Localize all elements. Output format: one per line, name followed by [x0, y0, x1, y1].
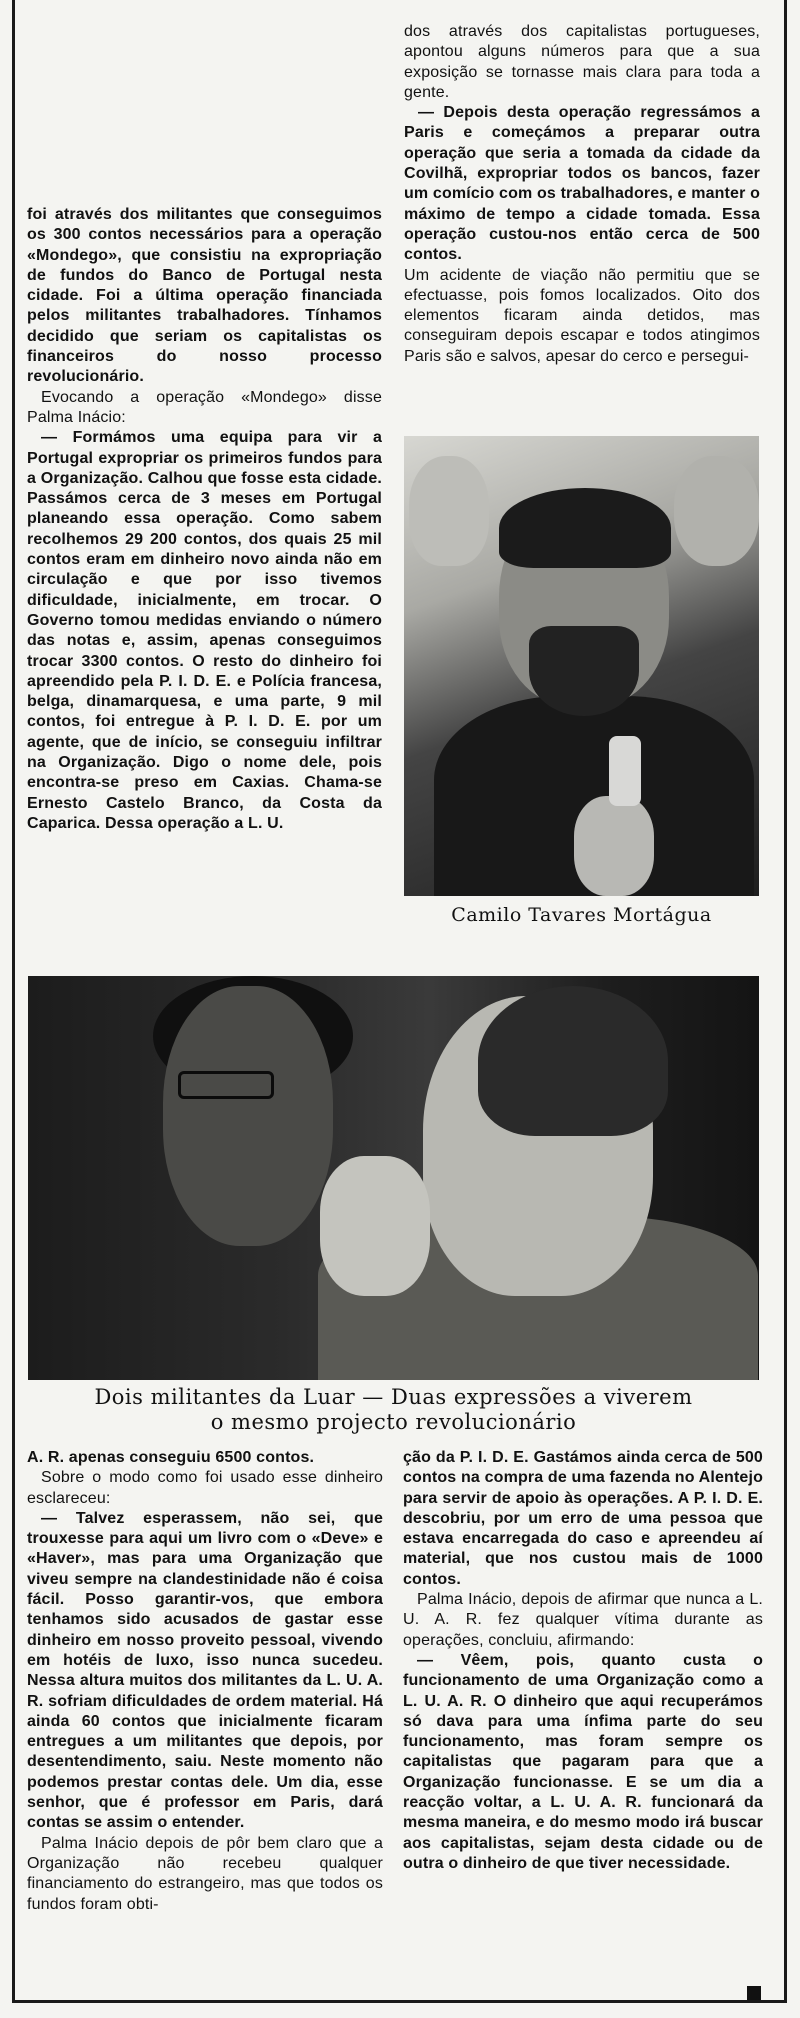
photo-caption-camilo: Camilo Tavares Mortágua — [451, 904, 712, 926]
article-column-3 — [27, 1448, 383, 1915]
paragraph: — Depois desta operação regressámos a Paris e começámos a preparar outra operação que seria a tomada da cidade da Covilhã, expropriar todos os bancos, fazer um comício com os trabalhadores, e manter o máximo de tempo a cidade tomada. Essa operação custou-nos então cerca de 500 contos. — [404, 104, 760, 264]
paragraph: dos através dos capitalistas portugueses, apontou alguns números para que a sua exposição se tornasse mais clara para toda a gente. — [404, 23, 760, 101]
glasses-icon — [178, 1071, 274, 1099]
paragraph: Evocando a operação «Mondego» disse Palma Inácio: — [27, 388, 382, 426]
page-border-bottom — [12, 2000, 787, 2003]
photo-left-man — [163, 986, 333, 1246]
end-of-article-mark — [747, 1986, 761, 2000]
paragraph: Palma Inácio, depois de afirmar que nunca a L. U. A. R. fez qualquer vítima durante as operações, concluiu, afirmando: — [403, 1591, 763, 1649]
paragraph: — Talvez esperassem, não sei, que trouxesse para aqui um livro com o «Deve» e «Haver», mas para uma Organização que viveu sempre na clandestinidade não é coisa fácil. Posso garantir-vos, que embora tenhamos sido acusados de gastar esse dinheiro em nosso proveito pessoal, vivendo em hotéis de luxo, isso nunca sucedeu. Nessa altura muitos dos militantes da L. U. A. R. sofriam dificuldades de ordem material. Há ainda 60 contos que inicialmente ficaram entregues a um militantes que depois, por desentendimento, saiu. Neste momento não podemos prestar contas dele. Um dia, esse senhor, que é professor em Paris, dará contas se assim o entender. — [27, 1509, 383, 1832]
caption-line-1: Dois militantes da Luar — Duas expressões a viverem — [94, 1385, 693, 1409]
paragraph: foi através dos militantes que conseguimos os 300 contos necessários para a operação «Mondego», que consistiu na expropriação de fundos do Banco de Portugal nesta cidade. Foi a última operação financiada pelos militantes trabalhadores. Tínhamos decidido que seriam os capitalistas os financeiros do nosso processo revolucionário. — [27, 206, 382, 386]
photo-right-man-hand — [320, 1156, 430, 1296]
photo-camilo-mortagua — [404, 436, 759, 896]
paragraph: A. R. apenas conseguiu 6500 contos. — [27, 1449, 315, 1466]
photo-caption-militants — [28, 1385, 759, 1435]
microphone-icon — [609, 736, 641, 806]
article-column-2 — [404, 22, 760, 367]
paragraph: — Formámos uma equipa para vir a Portugal expropriar os primeiros fundos para a Organização. Calhou que fosse esta cidade. Passámos cerca de 3 meses em Portugal planeando essa operação. Como sabem recolhemos 29 200 contos, dos quais 25 mil contos eram em dinheiro novo ainda não em circulação e que por isso tivemos dificuldade, inicialmente, em trocar. O Governo tomou medidas enviando o número das notas e, assim, apenas conseguimos trocar 3300 contos. O resto do dinheiro foi apreendido pela P. I. D. E. e Polícia francesa, belga, dinamarquesa, e uma parte, 9 mil contos, foi entregue à P. I. D. E. por um agente, que de início, se conseguiu infiltrar na Organização. Digo o nome dele, pois encontra-se preso em Caxias. Chama-se Ernesto Castelo Branco, da Costa da Caparica. Dessa operação a L. U. — [27, 429, 382, 832]
photo-two-militants — [28, 976, 759, 1380]
paragraph: Sobre o modo como foi usado esse dinheiro esclareceu: — [27, 1469, 383, 1507]
photo-hand — [574, 796, 654, 896]
article-column-1 — [27, 205, 382, 834]
photo-subject-beard — [529, 626, 639, 716]
photo-background-boy — [674, 456, 759, 566]
paragraph: — Vêem, pois, quanto custa o funcionamento de uma Organização como a L. U. A. R. O dinheiro que aqui recuperámos só dava para uma ínfima parte do seu funcionamento, mas foram sempre os capitalistas que pagaram para que a Organização funcionasse. E se um dia a reacção voltar, a L. U. A. R. funcionará da mesma maneira, e do mesmo modo irá buscar aos capitalistas, sejam desta cidade ou de outra o dinheiro de que tiver necessidade. — [403, 1651, 763, 1872]
page-border-left — [12, 0, 15, 2002]
paragraph: Um acidente de viação não permitiu que se efectuasse, pois fomos localizados. Oito dos elementos ficaram ainda detidos, mas conseguiram depois escapar e todos atingimos Paris são e salvos, apesar do cerco e persegui- — [404, 266, 760, 365]
page-border-right — [784, 0, 787, 2002]
caption-line-2: o mesmo projecto revolucionário — [210, 1410, 577, 1434]
photo-right-man-hair — [478, 986, 668, 1136]
article-column-4 — [403, 1448, 763, 1874]
photo-subject-hair — [499, 488, 671, 568]
paragraph: ção da P. I. D. E. Gastámos ainda cerca de 500 contos na compra de uma fazenda no Alentejo para servir de apoio às operações. A P. I. D. E. descobriu, por um erro de uma pessoa que estava encarregada do caso e apreendeu aí material, que nos custou mais de 1000 contos. — [403, 1449, 763, 1588]
paragraph: Palma Inácio depois de pôr bem claro que a Organização não recebeu qualquer financiamento do estrangeiro, mas que todos os fundos foram obti- — [27, 1834, 383, 1913]
photo-background-person — [409, 456, 489, 566]
